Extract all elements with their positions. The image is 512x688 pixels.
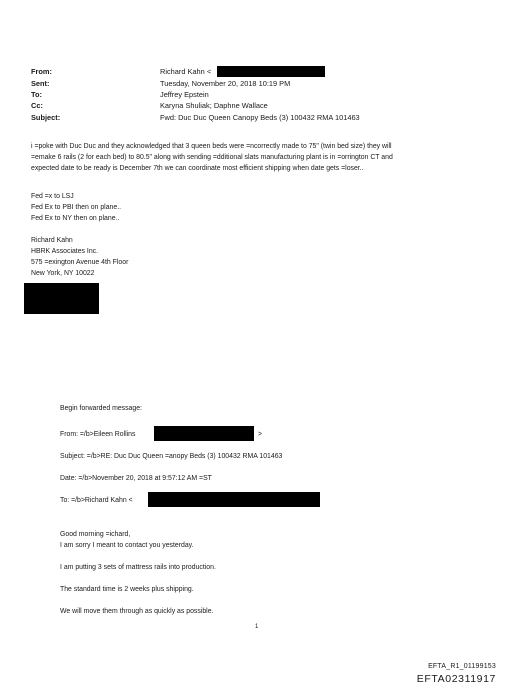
redaction-box (217, 66, 325, 77)
body-line: =emake 6 rails (2 for each bed) to 80.5" along with sending =dditional slats manufacturing plant is in =orrington CT and (31, 154, 393, 161)
bates-number-1: EFTA_R1_01199153 (428, 663, 496, 670)
from-value: Richard Kahn < (160, 67, 212, 76)
to-value: Jeffrey Epstein (160, 90, 209, 99)
forwarded-line: The standard time is 2 weeks plus shipping. (60, 586, 194, 593)
bates-number-2: EFTA02311917 (416, 673, 496, 685)
forwarded-subject: Subject: =/b>RE: Duc Duc Queen =anopy Beds (3) 100432 RMA 101463 (60, 453, 283, 460)
cc-label: Cc: (31, 101, 43, 110)
signature-name: Richard Kahn (31, 237, 73, 244)
sent-label: Sent: (31, 79, 50, 88)
forwarded-date: Date: =/b>November 20, 2018 at 9:57:12 AM =ST (60, 475, 212, 482)
cc-value: Karyna Shuliak; Daphne Wallace (160, 101, 268, 110)
signature-city: New York, NY 10022 (31, 270, 95, 277)
sent-value: Tuesday, November 20, 2018 10:19 PM (160, 79, 291, 88)
to-label: To: (31, 90, 42, 99)
forwarded-intro: Begin forwarded message: (60, 405, 142, 412)
forwarded-from-tail: > (258, 431, 263, 438)
body-line: expected date to be ready is December 7th we can coordinate most efficient shipping when date gets =loser.. (31, 165, 364, 172)
signature-company: HBRK Associates Inc. (31, 248, 99, 255)
signature-address: 575 =exington Avenue 4th Floor (31, 259, 129, 266)
forwarded-to: To: =/b>Richard Kahn < (60, 497, 133, 504)
forwarded-greeting: Good morning =ichard, (60, 531, 131, 538)
forwarded-apology: I am sorry I meant to contact you yesterday. (60, 542, 194, 549)
subject-label: Subject: (31, 113, 61, 122)
forwarded-from: From: =/b>Eileen Rollins (60, 431, 136, 438)
body-line: i =poke with Duc Duc and they acknowledged that 3 queen beds were =ncorrectly made to 75" (twin bed size) they will (31, 143, 392, 150)
forwarded-line: We will move them through as quickly as possible. (60, 608, 214, 615)
subject-value: Fwd: Duc Duc Queen Canopy Beds (3) 100432 RMA 101463 (160, 113, 360, 122)
body-line: Fed Ex to PBI then on plane.. (31, 204, 122, 211)
page-number: 1 (255, 624, 259, 630)
from-label: From: (31, 67, 52, 76)
body-line: Fed =x to LSJ (31, 193, 74, 200)
redaction-box (24, 283, 99, 314)
redaction-box (154, 426, 254, 441)
forwarded-line: I am putting 3 sets of mattress rails into production. (60, 564, 216, 571)
redaction-box (148, 492, 320, 507)
body-line: Fed Ex to NY then on plane.. (31, 215, 120, 222)
